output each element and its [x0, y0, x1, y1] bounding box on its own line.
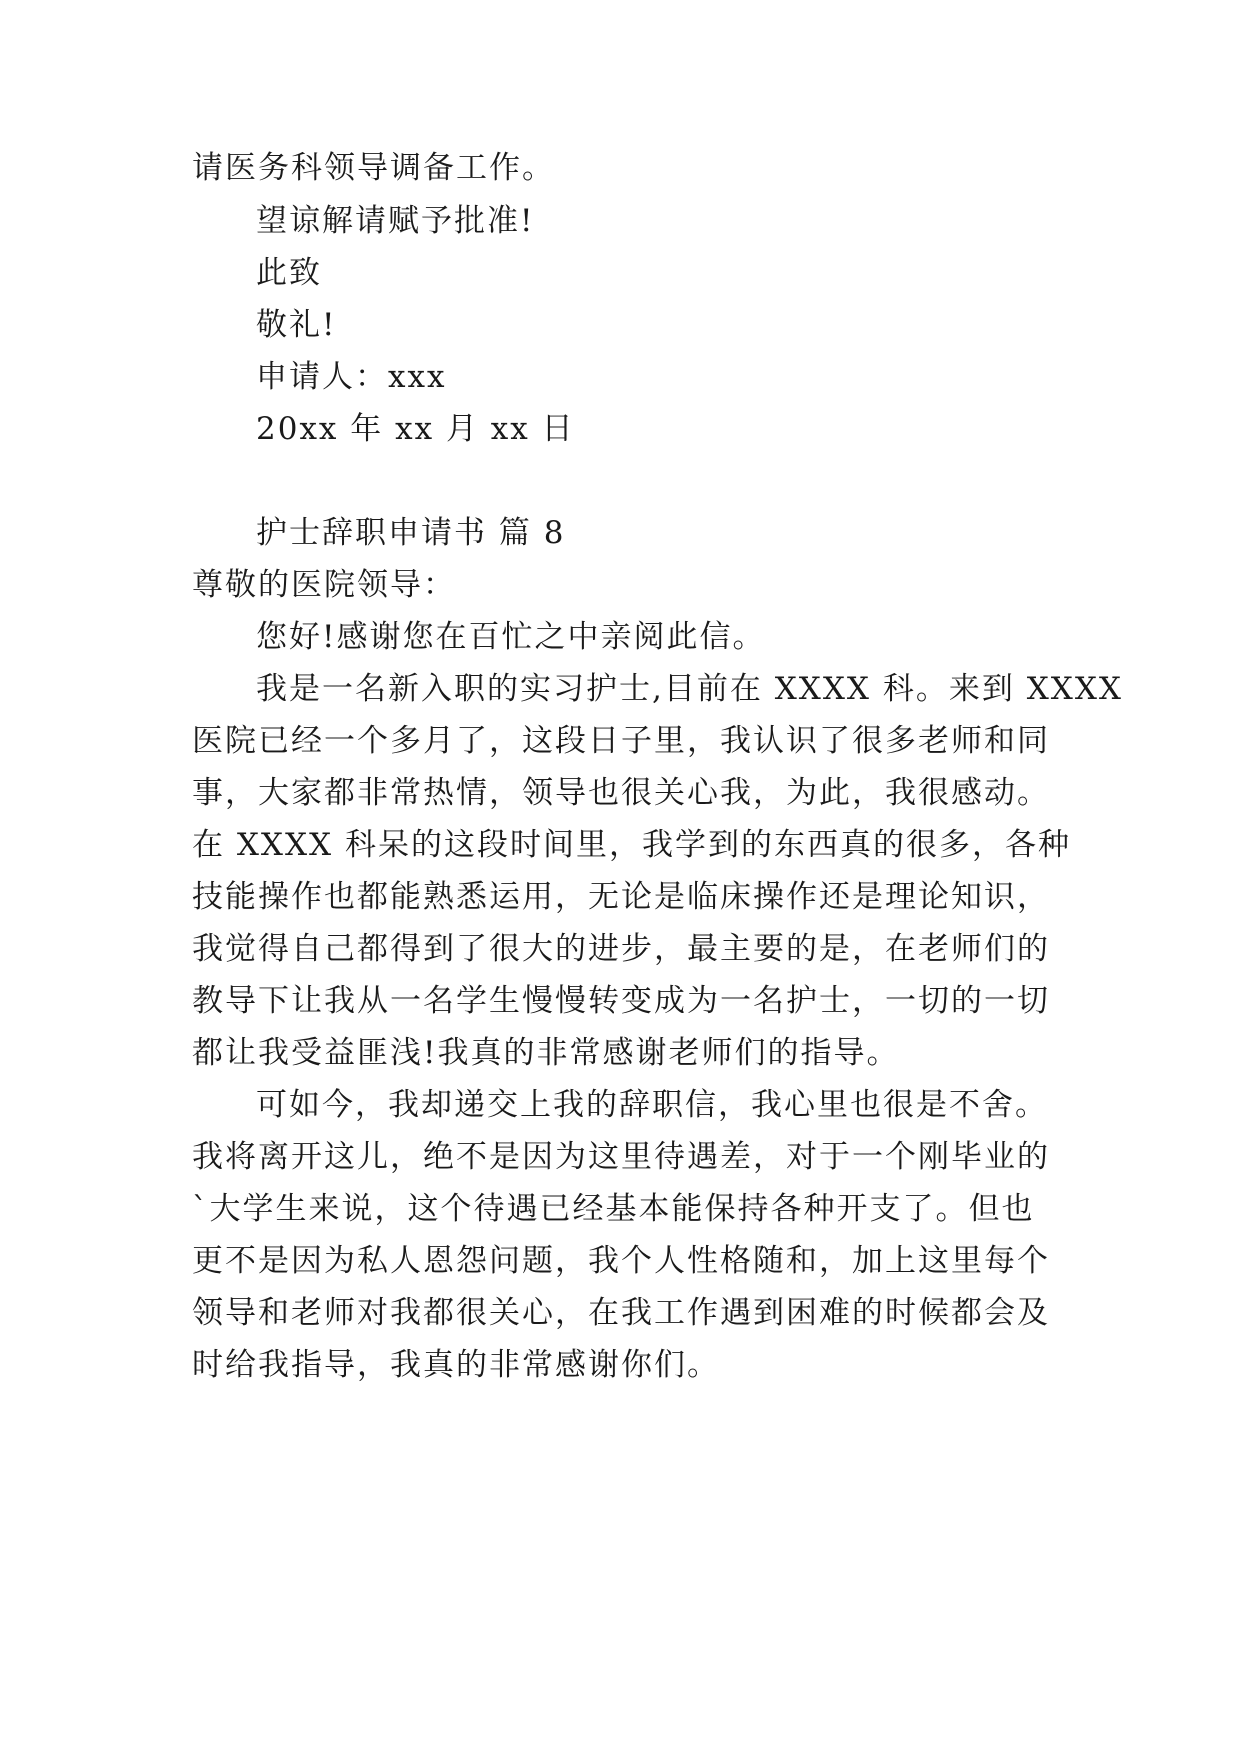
paragraph-line: 教导下让我从一名学生慢慢转变成为一名护士，一切的一切 [192, 983, 1050, 1019]
paragraph-line: 都让我受益匪浅!我真的非常感谢老师们的指导。 [192, 1035, 900, 1071]
paragraph-line: 可如今，我却递交上我的辞职信，我心里也很是不舍。 [256, 1087, 1048, 1123]
paragraph-line: 更不是因为私人恩怨问题，我个人性格随和，加上这里每个 [192, 1243, 1050, 1279]
approval-request-line: 望谅解请赋予批准! [256, 203, 535, 239]
paragraph-line: 时给我指导，我真的非常感谢你们。 [192, 1347, 720, 1383]
paragraph-line: 在 XXXX 科呆的这段时间里，我学到的东西真的很多，各种 [192, 827, 1071, 863]
paragraph-line: 医院已经一个多月了，这段日子里，我认识了很多老师和同 [192, 723, 1050, 759]
section-heading: 护士辞职申请书 篇 8 [256, 515, 566, 551]
paragraph-line: `大学生来说，这个待遇已经基本能保持各种开支了。但也 [192, 1191, 1035, 1227]
paragraph-line: 我将离开这儿，绝不是因为这里待遇差，对于一个刚毕业的 [192, 1139, 1050, 1175]
closing-salutation-1: 此致 [256, 255, 322, 291]
previous-letter-closing-text: 请医务科领导调备工作。 [192, 150, 555, 186]
letter-greeting: 您好!感谢您在百忙之中亲阅此信。 [256, 619, 766, 655]
paragraph-line: 技能操作也都能熟悉运用，无论是临床操作还是理论知识， [192, 879, 1050, 915]
applicant-signature: 申请人：xxx [256, 359, 447, 395]
closing-salutation-2: 敬礼! [256, 307, 337, 343]
paragraph-line: 领导和老师对我都很关心，在我工作遇到困难的时候都会及 [192, 1295, 1050, 1331]
paragraph-line: 我是一名新入职的实习护士,目前在 XXXX 科。来到 XXXX [256, 671, 1123, 707]
paragraph-line: 我觉得自己都得到了很大的进步，最主要的是，在老师们的 [192, 931, 1050, 967]
letter-salutation: 尊敬的医院领导： [192, 567, 456, 603]
paragraph-line: 事，大家都非常热情，领导也很关心我，为此，我很感动。 [192, 775, 1050, 811]
letter-date: 20xx 年 xx 月 xx 日 [256, 411, 575, 447]
